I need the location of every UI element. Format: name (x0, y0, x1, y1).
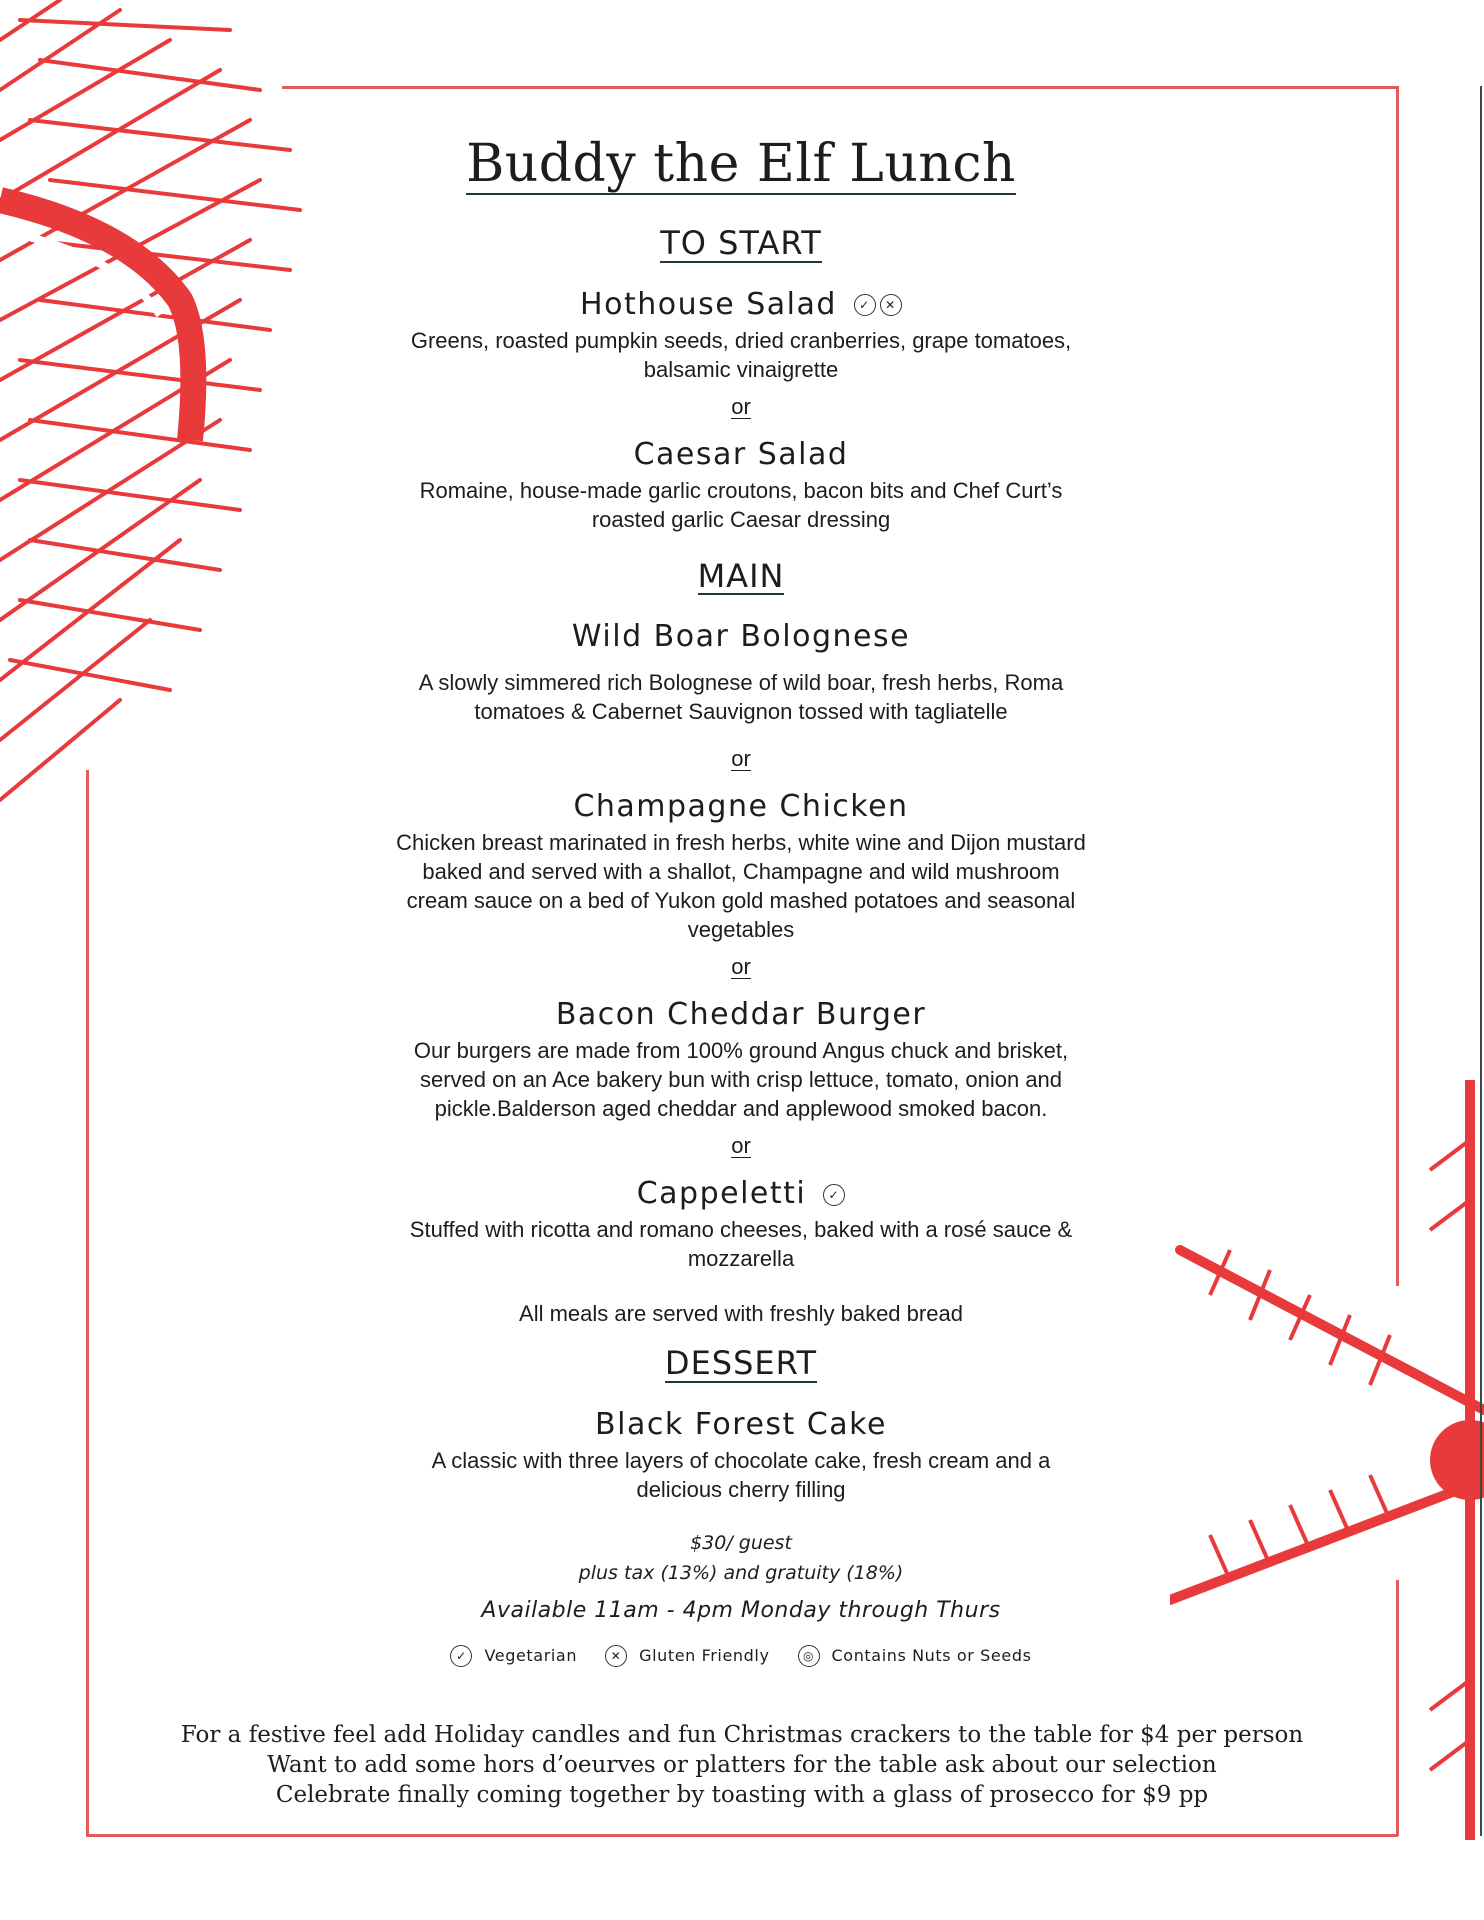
vegetarian-icon: ✓ (450, 1645, 472, 1667)
section-heading: TO START (660, 224, 822, 263)
dish-name: Champagne Chicken (573, 789, 909, 825)
dish-name: Cappeletti ✓ (230, 1176, 1252, 1211)
section-heading: DESSERT (664, 1344, 818, 1383)
frame-bottom (86, 1834, 1398, 1837)
frame-left (86, 770, 89, 1836)
legend-item (605, 1645, 769, 1667)
dish-description: Our burgers are made from 100% ground Angus chuck and brisket, served on an Ace bakery bun with crisp lettuce, tomato, onion and pickle.Balderson aged cheddar and applewood smoked bacon. (413, 1038, 1069, 1122)
vegetarian-icon: ✓ (823, 1184, 845, 1206)
menu (230, 110, 1252, 1667)
dish-name: Hothouse Salad ✓ ✕ (230, 287, 1252, 322)
gluten-friendly-icon: ✕ (605, 1645, 627, 1667)
footer-line: For a festive feel add Holiday candles and fun Christmas crackers to the table for $4 per person (180, 1722, 1304, 1748)
dish-name: Black Forest Cake (595, 1406, 887, 1442)
price-line: $30/ guest (690, 1531, 792, 1554)
dish-name: Caesar Salad (633, 436, 849, 472)
or-divider: or (731, 954, 751, 980)
dish-description: A slowly simmered rich Bolognese of wild boar, fresh herbs, Roma tomatoes & Cabernet Sauvignon tossed with tagliatelle (418, 670, 1064, 725)
dish-description: Chicken breast marinated in fresh herbs, white wine and Dijon mustard baked and served with a shallot, Champagne and wild mushroom cream sauce on a bed of Yukon gold mashed potatoes and seasonal vegetables (396, 830, 1086, 943)
dish-description: Stuffed with ricotta and romano cheeses, baked with a rosé sauce & mozzarella (409, 1217, 1073, 1272)
edge-line (1480, 86, 1482, 1836)
footer-line: Want to add some hors d’oeurves or platters for the table ask about our selection (267, 1752, 1217, 1778)
footer-line: Celebrate finally coming together by toasting with a glass of prosecco for $9 pp (275, 1782, 1209, 1808)
frame-top (282, 86, 1398, 89)
availability-line: Available 11am - 4pm Monday through Thurs (481, 1597, 1001, 1623)
vegetarian-icon: ✓ (854, 294, 876, 316)
menu-title: Buddy the Elf Lunch (466, 134, 1016, 194)
or-divider: or (731, 393, 751, 419)
tax-line: plus tax (13%) and gratuity (18%) (578, 1561, 904, 1584)
dietary-legend (230, 1645, 1252, 1667)
frame-right (1396, 86, 1399, 1286)
dish-description: A classic with three layers of chocolate cake, fresh cream and a delicious cherry filling (431, 1447, 1051, 1502)
or-divider: or (731, 746, 751, 772)
gluten-friendly-icon: ✕ (880, 294, 902, 316)
footer-notes (0, 1720, 1484, 1810)
pricing (230, 1528, 1252, 1623)
nuts-seeds-icon: ◎ (798, 1645, 820, 1667)
legend-label: Vegetarian (484, 1646, 578, 1666)
dish-description: Greens, roasted pumpkin seeds, dried cranberries, grape tomatoes, balsamic vinaigrette (410, 327, 1072, 382)
dish-description: Romaine, house-made garlic croutons, bacon bits and Chef Curt’s roasted garlic Caesar dressing (419, 477, 1063, 532)
section-to-start (230, 215, 1252, 534)
section-main (230, 548, 1252, 1328)
legend-item (450, 1645, 577, 1667)
legend-label: Gluten Friendly (639, 1646, 770, 1666)
bread-note: All meals are served with freshly baked bread (519, 1301, 963, 1327)
legend-item (798, 1645, 1032, 1667)
section-heading: MAIN (697, 556, 785, 595)
legend-label: Contains Nuts or Seeds (831, 1646, 1032, 1666)
dish-name: Bacon Cheddar Burger (555, 997, 927, 1033)
or-divider: or (731, 1133, 751, 1159)
dish-name: Wild Boar Bolognese (571, 619, 911, 655)
section-dessert (230, 1335, 1252, 1504)
